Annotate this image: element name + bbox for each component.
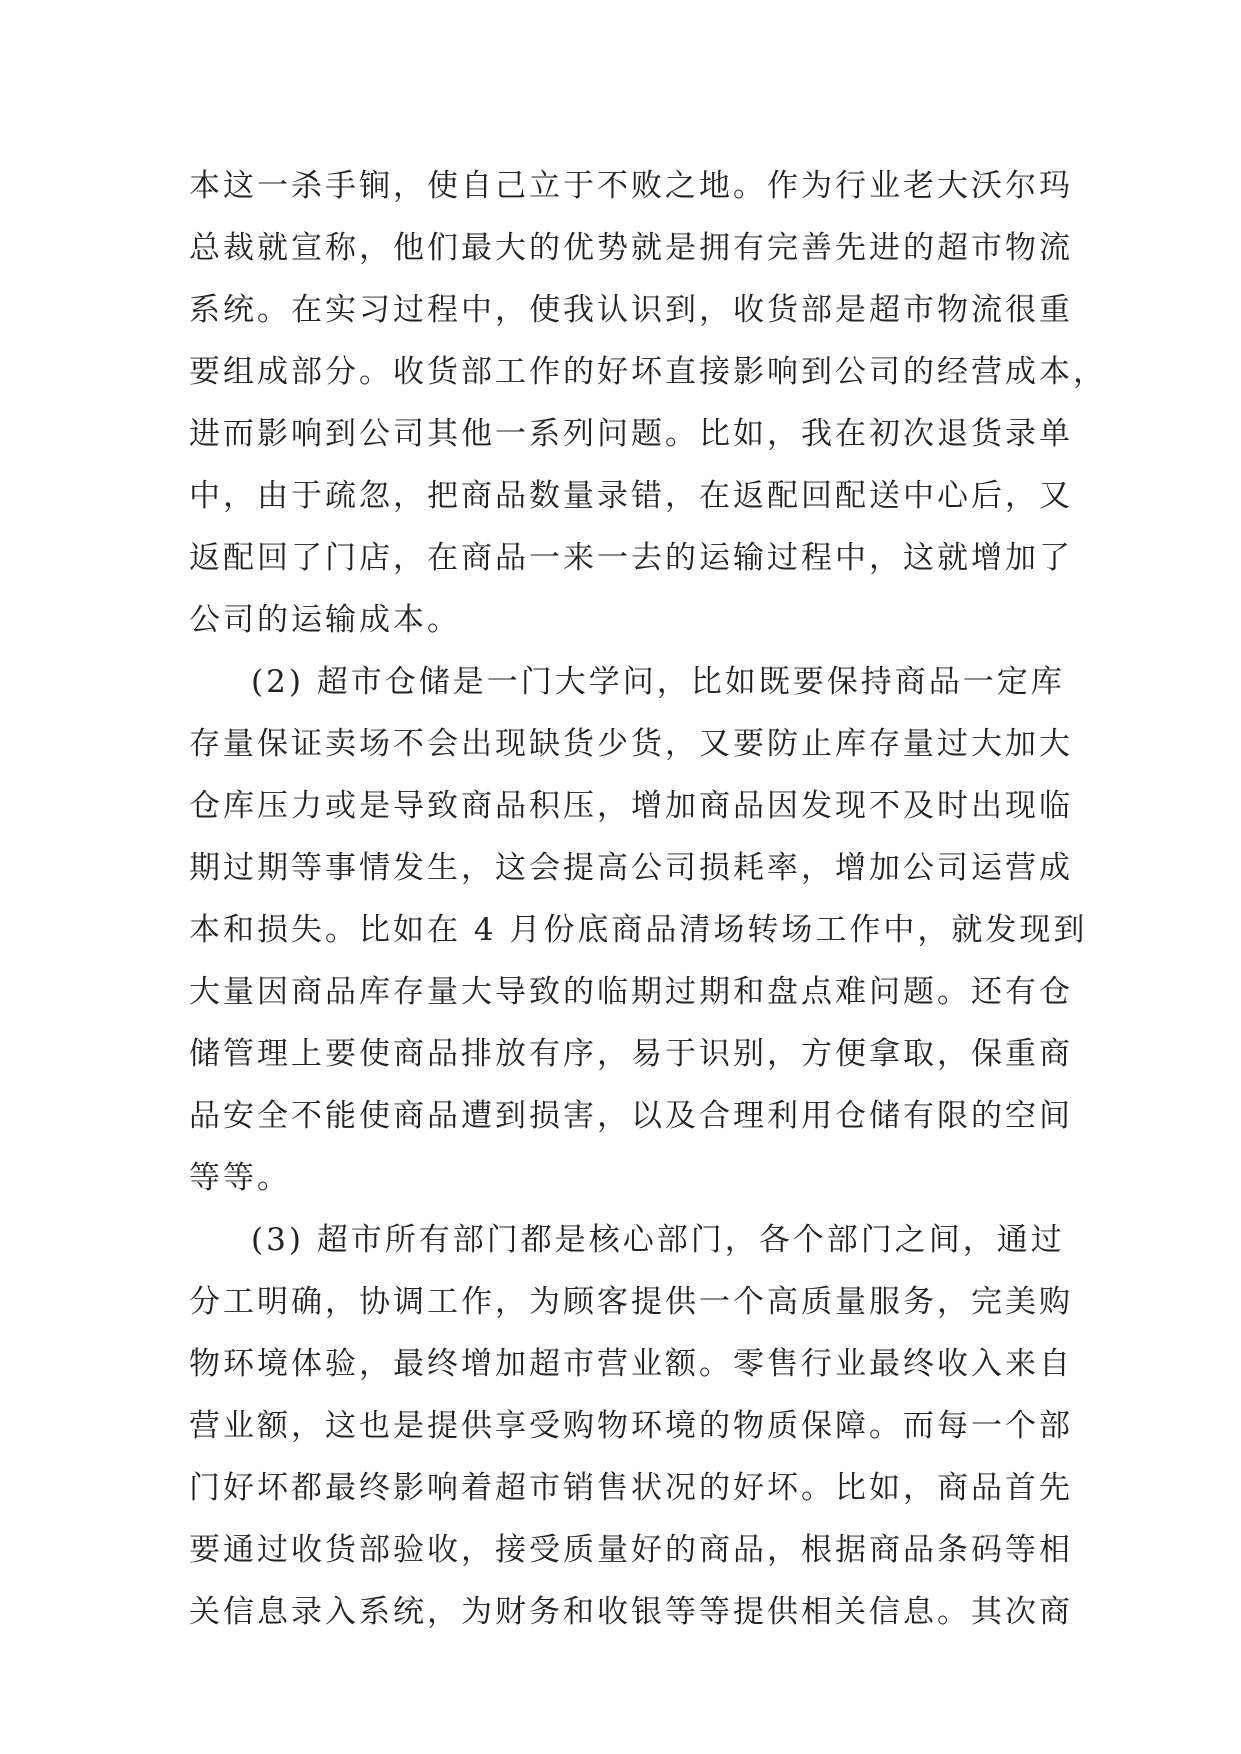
text-line: 关信息录入系统，为财务和收银等等提供相关信息。其次商 bbox=[189, 1594, 1073, 1630]
text-line: 进而影响到公司其他一系列问题。比如，我在初次退货录单 bbox=[189, 416, 1073, 452]
text-line: 要组成部分。收货部工作的好坏直接影响到公司的经营成本， bbox=[189, 354, 1107, 390]
text-line: 物环境体验，最终增加超市营业额。零售行业最终收入来自 bbox=[189, 1346, 1073, 1382]
text-line: 大量因商品库存量大导致的临期过期和盘点难问题。还有仓 bbox=[189, 974, 1073, 1010]
text-line: 系统。在实习过程中，使我认识到，收货部是超市物流很重 bbox=[189, 292, 1073, 328]
text-line: 返配回了门店，在商品一来一去的运输过程中，这就增加了 bbox=[189, 540, 1073, 576]
text-line: 门好坏都最终影响着超市销售状况的好坏。比如，商品首先 bbox=[189, 1470, 1073, 1506]
text-line: 品安全不能使商品遭到损害，以及合理利用仓储有限的空间 bbox=[189, 1098, 1073, 1134]
text-line: 要通过收货部验收，接受质量好的商品，根据商品条码等相 bbox=[189, 1532, 1073, 1568]
text-line: 总裁就宣称，他们最大的优势就是拥有完善先进的超市物流 bbox=[189, 230, 1073, 266]
text-line: 本和损失。比如在 4 月份底商品清场转场工作中，就发现到 bbox=[189, 912, 1088, 948]
text-line: 仓库压力或是导致商品积压，增加商品因发现不及时出现临 bbox=[189, 788, 1073, 824]
text-line: 公司的运输成本。 bbox=[189, 602, 461, 638]
text-line: 期过期等事情发生，这会提高公司损耗率，增加公司运营成 bbox=[189, 850, 1073, 886]
text-line: 等等。 bbox=[189, 1160, 291, 1196]
document-body bbox=[189, 155, 1107, 1643]
text-line: 存量保证卖场不会出现缺货少货，又要防止库存量过大加大 bbox=[189, 726, 1073, 762]
text-line: 营业额，这也是提供享受购物环境的物质保障。而每一个部 bbox=[189, 1408, 1073, 1444]
text-line: 中，由于疏忽，把商品数量录错，在返配回配送中心后，又 bbox=[189, 478, 1073, 514]
text-line: 分工明确，协调工作，为顾客提供一个高质量服务，完美购 bbox=[189, 1284, 1073, 1320]
text-line: 本这一杀手锏，使自己立于不败之地。作为行业老大沃尔玛 bbox=[189, 168, 1073, 204]
paragraph-2-first-line: (2) 超市仓储是一门大学问，比如既要保持商品一定库 bbox=[251, 664, 1065, 700]
text-line: 储管理上要使商品排放有序，易于识别，方便拿取，保重商 bbox=[189, 1036, 1073, 1072]
paragraph-3-first-line: (3) 超市所有部门都是核心部门，各个部门之间，通过 bbox=[251, 1222, 1065, 1258]
